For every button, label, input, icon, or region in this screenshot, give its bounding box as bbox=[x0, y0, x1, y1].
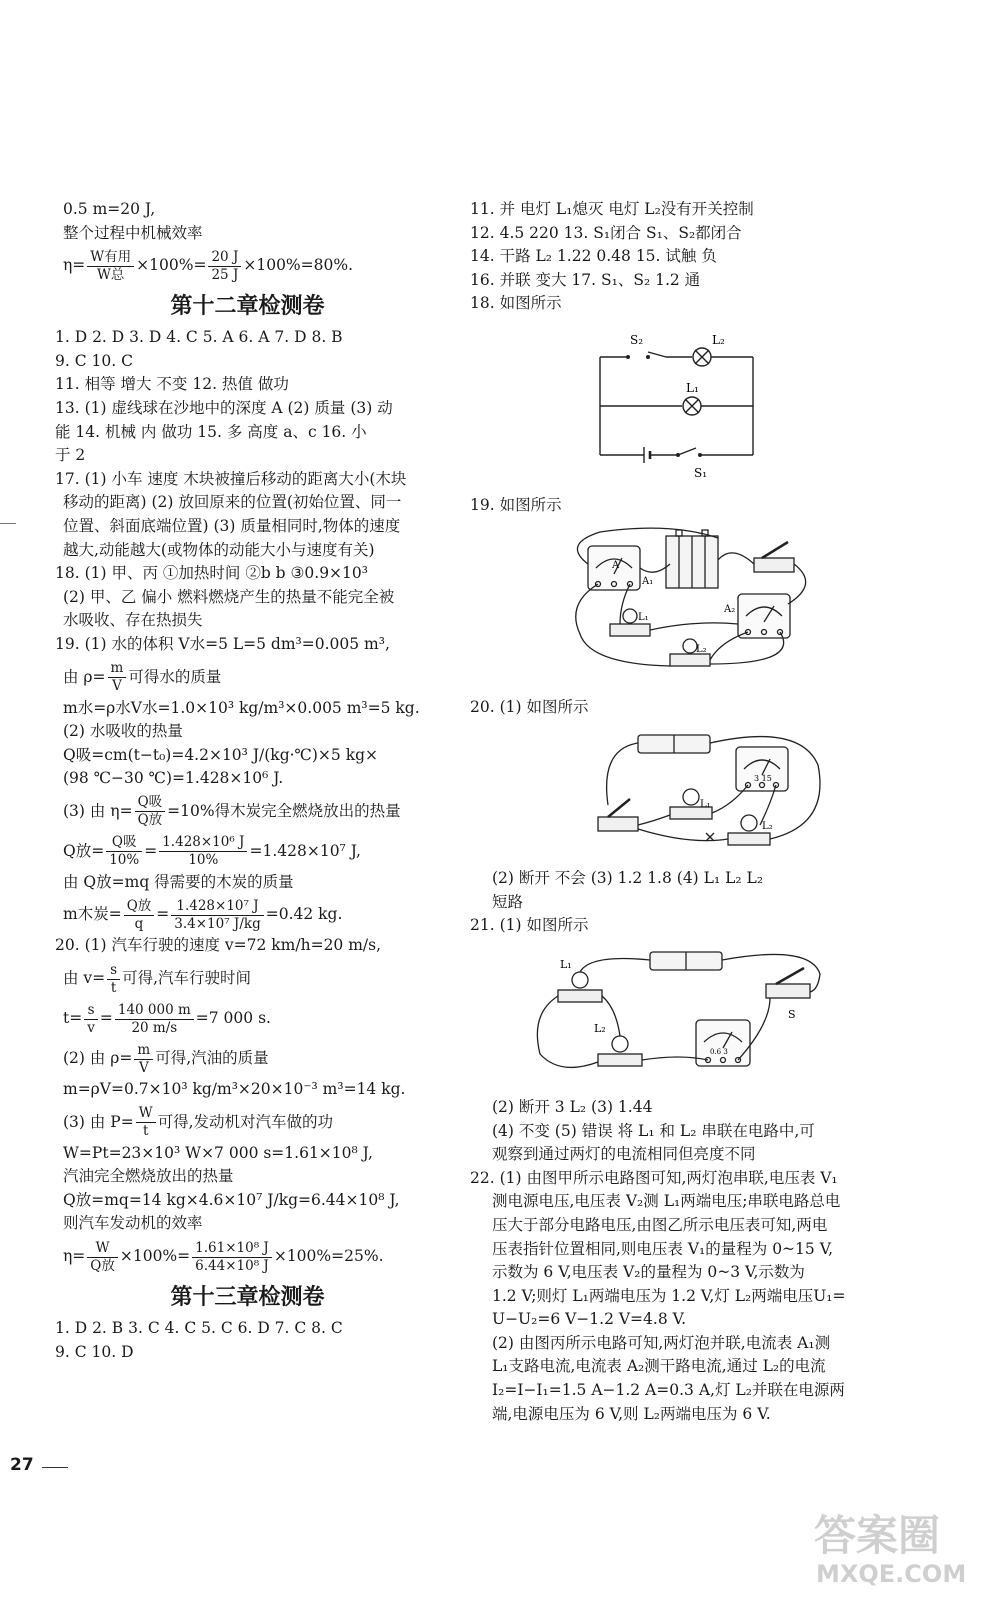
fraction bbox=[192, 1240, 272, 1275]
answer-line: 越大,动能越大(或物体的动能大小与速度有关) bbox=[63, 540, 375, 559]
answer-line: 端,电源电压为 6 V,则 L₂两端电压为 6 V. bbox=[492, 1404, 771, 1423]
answer-line: 20. (1) 如图所示 bbox=[470, 697, 589, 716]
circuit-diagram-20 bbox=[470, 725, 880, 859]
answer-line: 18. 如图所示 bbox=[470, 294, 562, 313]
right-column bbox=[470, 198, 880, 1426]
formula-part: 由 v= bbox=[63, 969, 106, 988]
label-a1: A₁ bbox=[642, 575, 654, 587]
numerator: s bbox=[84, 1002, 98, 1020]
answer-line: 14. 干路 L₂ 1.22 0.48 15. 试触 负 bbox=[470, 247, 717, 266]
circuit-illustration bbox=[470, 725, 880, 855]
answer-line: 1. D 2. B 3. C 4. C 5. C 6. D 7. C 8. C bbox=[55, 1319, 343, 1338]
numerator: Q吸 bbox=[135, 794, 166, 812]
formula-part: ×100%= bbox=[136, 256, 207, 275]
fraction bbox=[208, 249, 241, 284]
page-number-dash bbox=[42, 1467, 68, 1468]
watermark-url: MXQE.COM bbox=[816, 1560, 967, 1588]
circuit-illustration bbox=[470, 524, 880, 684]
denominator: q bbox=[134, 915, 144, 932]
label-s: S bbox=[788, 1007, 796, 1021]
denominator: t bbox=[142, 1123, 149, 1140]
label-a2: A₂ bbox=[724, 603, 736, 615]
denominator: Q放 bbox=[90, 1257, 115, 1274]
numerator: Q吸 bbox=[106, 834, 142, 852]
formula-part: =0.42 kg. bbox=[265, 905, 343, 924]
denominator: 25 J bbox=[211, 266, 239, 283]
left-column bbox=[55, 198, 440, 1364]
fraction bbox=[134, 1042, 153, 1077]
formula-line bbox=[55, 657, 440, 697]
denominator: 10% bbox=[188, 852, 219, 869]
denominator: t bbox=[110, 979, 117, 996]
formula-part: ×100%=25%. bbox=[273, 1247, 384, 1266]
answer-line: W=Pt=23×10³ W×7 000 s=1.61×10⁸ J, bbox=[63, 1143, 373, 1162]
text-line: 整个过程中机械效率 bbox=[63, 223, 203, 242]
denominator: Q放 bbox=[137, 812, 163, 829]
formula-part: t= bbox=[63, 1009, 83, 1028]
formula-part: =10%得木炭完全燃烧放出的热量 bbox=[167, 801, 401, 820]
label-l2: L₂ bbox=[712, 332, 725, 347]
fraction bbox=[171, 898, 263, 933]
denominator: V bbox=[112, 678, 122, 694]
numerator: 1.61×10⁸ J bbox=[192, 1240, 272, 1258]
answer-line: m水=ρ水V水=1.0×10³ kg/m³×0.005 m³=5 kg. bbox=[63, 698, 420, 717]
watermark-title: 答案圈 bbox=[814, 1511, 941, 1560]
answer-line: 19. 如图所示 bbox=[470, 495, 562, 514]
formula-part: Q放= bbox=[63, 841, 105, 860]
formula-part: 可得,汽油的质量 bbox=[155, 1049, 269, 1068]
label-s2: S₂ bbox=[630, 332, 644, 347]
numerator: s bbox=[107, 962, 120, 980]
numerator: W bbox=[87, 1240, 118, 1258]
answer-line: 压表指针位置相同,则电压表 V₁的量程为 0~15 V, bbox=[492, 1239, 834, 1258]
answer-line: Q吸=cm(t−t₀)=4.2×10³ J/(kg·℃)×5 kg× bbox=[63, 745, 379, 764]
formula-part: = bbox=[156, 905, 170, 924]
fraction bbox=[84, 1002, 98, 1037]
fraction bbox=[87, 249, 134, 284]
formula-part: ×100%=80%. bbox=[243, 256, 354, 275]
numerator: 1.428×10⁷ J bbox=[171, 898, 263, 916]
formula-line bbox=[55, 958, 440, 998]
answer-line: 则汽车发动机的效率 bbox=[63, 1214, 203, 1233]
label-s1: S₁ bbox=[694, 465, 708, 480]
answer-line: 于 2 bbox=[55, 446, 86, 465]
circuit-illustration bbox=[470, 944, 880, 1084]
answer-line: U−U₂=6 V−1.2 V=4.8 V. bbox=[492, 1310, 687, 1329]
page-number: 27 bbox=[10, 1455, 34, 1475]
numerator: Q放 bbox=[124, 898, 155, 916]
answer-line: 观察到通过两灯的电流相同但亮度不同 bbox=[492, 1145, 756, 1164]
answer-line: (2) 断开 不会 (3) 1.2 1.8 (4) L₁ L₂ L₂ bbox=[492, 869, 764, 888]
answer-line: 13. (1) 虚线球在沙地中的深度 A (2) 质量 (3) 动 bbox=[55, 398, 393, 417]
formula-part: (3) 由 η= bbox=[63, 801, 133, 820]
numerator: W有用 bbox=[87, 249, 134, 267]
text-line: 0.5 m=20 J, bbox=[63, 200, 156, 218]
denominator: v bbox=[87, 1019, 95, 1036]
numerator: 140 000 m bbox=[115, 1002, 194, 1020]
answer-line: 水吸收、存在热损失 bbox=[63, 611, 203, 630]
fraction bbox=[135, 794, 166, 829]
answer-line: 1. D 2. D 3. D 4. C 5. A 6. A 7. D 8. B bbox=[55, 328, 343, 347]
label-l1: L₁ bbox=[700, 799, 711, 811]
answer-line: 19. (1) 水的体积 V水=5 L=5 dm³=0.005 m³, bbox=[55, 634, 390, 653]
fraction bbox=[107, 962, 120, 997]
fraction bbox=[87, 1240, 118, 1275]
meter-label: A bbox=[612, 559, 620, 571]
answer-line: 18. (1) 甲、丙 ①加热时间 ②b b ③0.9×10³ bbox=[55, 564, 368, 583]
answer-line: I₂=I−I₁=1.5 A−1.2 A=0.3 A,灯 L₂并联在电源两 bbox=[492, 1381, 845, 1400]
fraction bbox=[106, 834, 142, 869]
fraction bbox=[115, 1002, 194, 1037]
formula-line bbox=[55, 1038, 440, 1078]
answer-line: 16. 并联 变大 17. S₁、S₂ 1.2 通 bbox=[470, 270, 701, 289]
answer-line: 短路 bbox=[492, 892, 524, 911]
answer-line: 移动的距离) (2) 放回原来的位置(初始位置、同一 bbox=[63, 493, 402, 512]
fraction bbox=[124, 898, 155, 933]
formula-part: 可得水的质量 bbox=[128, 667, 222, 686]
answer-line: 能 14. 机械 内 做功 15. 多 高度 a、c 16. 小 bbox=[55, 422, 367, 441]
circuit-diagram-19 bbox=[470, 524, 880, 688]
denominator: 3.4×10⁷ J/kg bbox=[174, 915, 261, 932]
formula-part: m木炭= bbox=[63, 905, 122, 924]
numerator: 1.428×10⁶ J bbox=[159, 834, 247, 852]
answer-line: 位置、斜面底端位置) (3) 质量相同时,物体的速度 bbox=[63, 516, 401, 535]
formula-part: 可得,发动机对汽车做的功 bbox=[157, 1112, 334, 1131]
section-title-chapter13: 第十三章检测卷 bbox=[170, 1285, 325, 1311]
edge-mark bbox=[0, 523, 16, 524]
formula-part: = bbox=[99, 1009, 113, 1028]
formula-line bbox=[55, 894, 440, 934]
denominator: 6.44×10⁸ J bbox=[195, 1257, 269, 1274]
formula-part: (3) 由 P= bbox=[63, 1112, 134, 1131]
formula-part: (2) 由 ρ= bbox=[63, 1049, 133, 1068]
label-l1: L₁ bbox=[560, 957, 572, 971]
label-l1: L₁ bbox=[638, 611, 649, 623]
formula-part: =1.428×10⁷ J, bbox=[249, 841, 361, 860]
label-l2: L₂ bbox=[762, 821, 773, 833]
answer-line: L₁支路电流,电流表 A₂测干路电流,通过 L₂的电流 bbox=[492, 1357, 826, 1376]
label-l1: L₁ bbox=[686, 380, 699, 395]
answer-line: 20. (1) 汽车行驶的速度 v=72 km/h=20 m/s, bbox=[55, 936, 382, 955]
watermark-logo bbox=[808, 1500, 978, 1588]
answer-line: 9. C 10. D bbox=[55, 1342, 134, 1361]
meter-scale: 0.6 3 bbox=[710, 1047, 728, 1056]
formula-part: 可得,汽车行驶时间 bbox=[122, 969, 252, 988]
formula-line bbox=[55, 831, 440, 871]
answer-line: 12. 4.5 220 13. S₁闭合 S₁、S₂都闭合 bbox=[470, 223, 742, 242]
denominator: 20 m/s bbox=[131, 1019, 178, 1036]
answer-line: 22. (1) 由图甲所示电路图可知,两灯泡串联,电压表 V₁ bbox=[470, 1168, 838, 1187]
fraction bbox=[108, 660, 127, 695]
formula-line bbox=[55, 791, 440, 831]
label-l2: L₂ bbox=[696, 643, 707, 655]
numerator: m bbox=[134, 1042, 153, 1060]
denominator: V bbox=[138, 1059, 149, 1076]
answer-line: 11. 相等 增大 不变 12. 热值 做功 bbox=[55, 375, 289, 394]
answer-line: 21. (1) 如图所示 bbox=[470, 916, 589, 935]
answer-line: m=ρV=0.7×10³ kg/m³×20×10⁻³ m³=14 kg. bbox=[63, 1080, 406, 1099]
answer-line: 汽油完全燃烧放出的热量 bbox=[63, 1167, 234, 1186]
answer-line: (98 ℃−30 ℃)=1.428×10⁶ J. bbox=[63, 769, 284, 788]
formula-part: η= bbox=[63, 256, 86, 275]
answer-line: (2) 由图丙所示电路可知,两灯泡并联,电流表 A₁测 bbox=[492, 1333, 831, 1352]
formula-line bbox=[55, 998, 440, 1038]
label-l2: L₂ bbox=[594, 1021, 606, 1035]
answer-line: (2) 断开 3 L₂ (3) 1.44 bbox=[492, 1097, 653, 1116]
answer-line: 压大于部分电路电压,由图乙所示电压表可知,两电 bbox=[492, 1215, 828, 1234]
answer-line: (2) 甲、乙 偏小 燃料燃烧产生的热量不能完全被 bbox=[63, 587, 395, 606]
formula-line bbox=[55, 1102, 440, 1142]
answer-line: 9. C 10. C bbox=[55, 351, 133, 370]
denominator: W总 bbox=[97, 266, 125, 283]
circuit-schematic bbox=[470, 322, 880, 482]
numerator: 20 J bbox=[208, 249, 241, 267]
answer-line: Q放=mq=14 kg×4.6×10⁷ J/kg=6.44×10⁸ J, bbox=[63, 1190, 400, 1209]
answer-line: 测电源电压,电压表 V₂测 L₁两端电压;串联电路总电 bbox=[492, 1192, 841, 1211]
answer-line: 由 Q放=mq 得需要的木炭的质量 bbox=[63, 872, 294, 891]
circuit-diagram-18 bbox=[470, 322, 880, 486]
denominator: 10% bbox=[109, 852, 140, 869]
answer-line: 1.2 V;则灯 L₁两端电压为 1.2 V,灯 L₂两端电压U₁= bbox=[492, 1286, 846, 1305]
formula-part: = bbox=[144, 841, 158, 860]
formula-part: ×100%= bbox=[119, 1247, 191, 1266]
answer-line: 示数为 6 V,电压表 V₂的量程为 0~3 V,示数为 bbox=[492, 1263, 805, 1282]
fraction bbox=[159, 834, 247, 869]
formula-part: =7 000 s. bbox=[195, 1009, 271, 1028]
numerator: m bbox=[108, 660, 127, 678]
formula-part: η= bbox=[63, 1247, 86, 1266]
meter-scale: 3 15 bbox=[754, 774, 772, 784]
answer-line: (4) 不变 (5) 错误 将 L₁ 和 L₂ 串联在电路中,可 bbox=[492, 1121, 815, 1140]
section-title-chapter12: 第十二章检测卷 bbox=[170, 294, 325, 320]
formula-line bbox=[55, 245, 440, 285]
formula-line bbox=[55, 1236, 440, 1276]
circuit-diagram-21 bbox=[470, 944, 880, 1088]
answer-line: 11. 并 电灯 L₁熄灭 电灯 L₂没有开关控制 bbox=[470, 200, 754, 218]
answer-line: (2) 水吸收的热量 bbox=[63, 722, 183, 741]
answer-line: 17. (1) 小车 速度 木块被撞后移动的距离大小(木块 bbox=[55, 469, 407, 488]
formula-part: 由 ρ= bbox=[63, 667, 106, 686]
numerator: W bbox=[136, 1105, 156, 1123]
fraction bbox=[136, 1105, 156, 1140]
